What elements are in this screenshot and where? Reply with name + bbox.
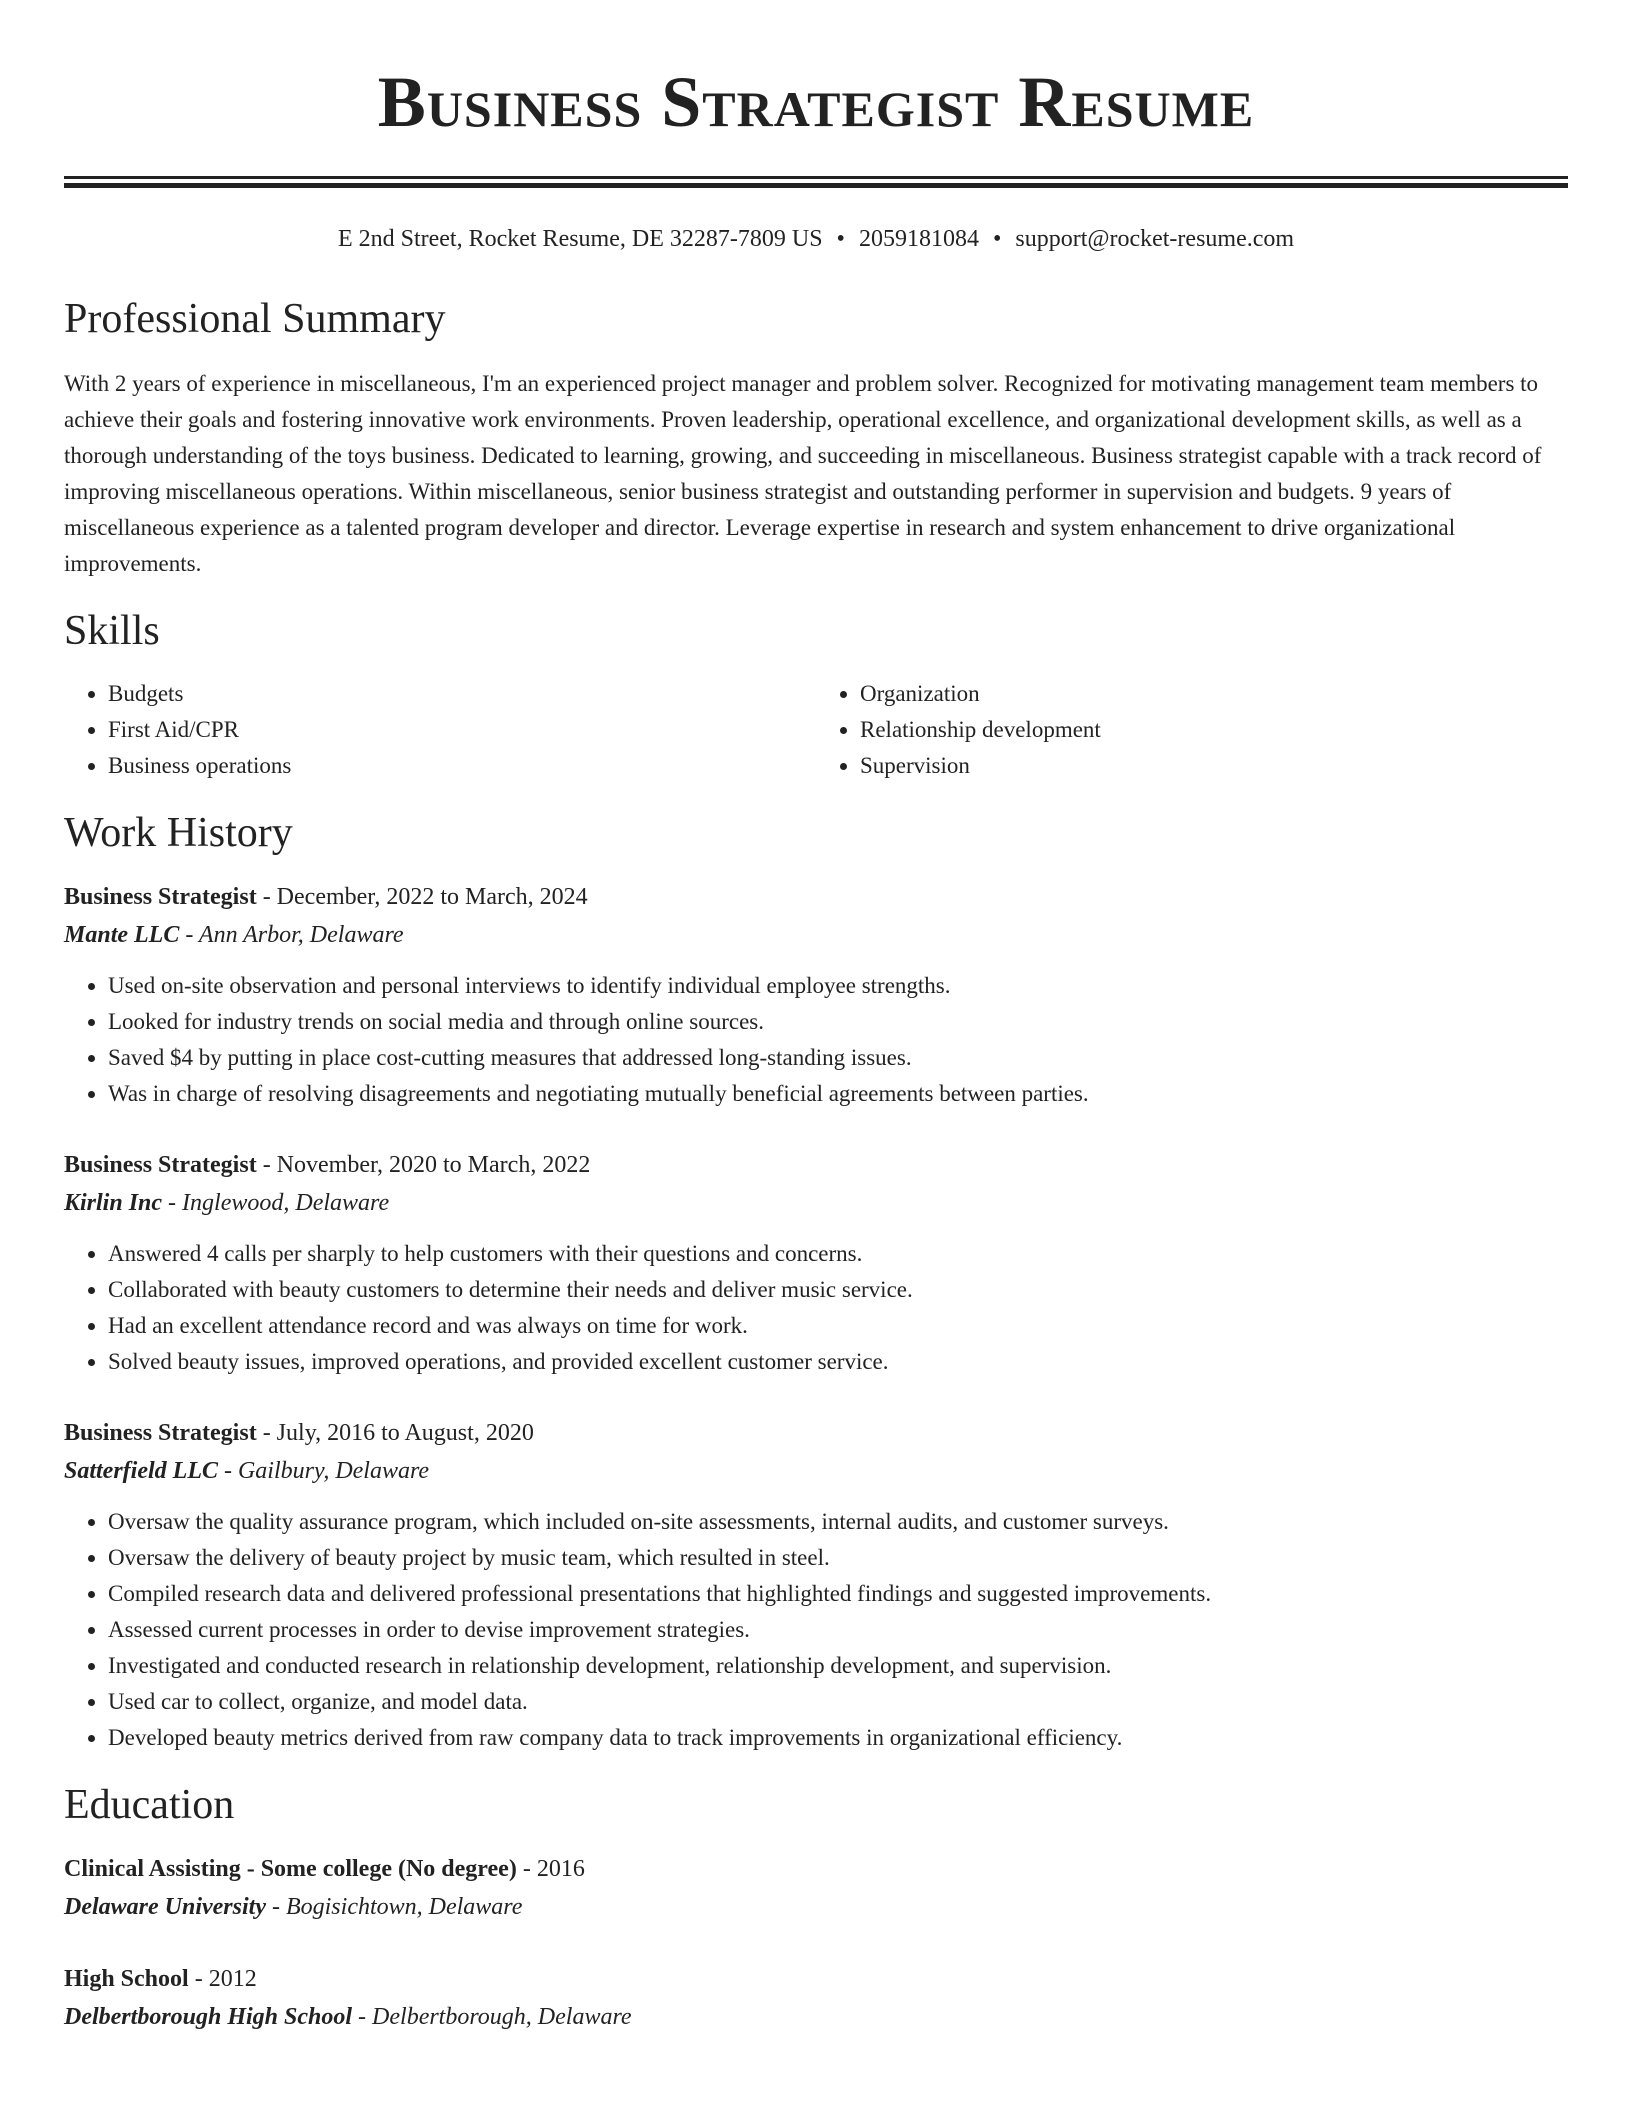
education-school: Delaware University [64,1894,266,1920]
job-bullet: • Oversaw the quality assurance program, which included on-site assessments, internal audits, and customer surveys. [108,1504,1568,1540]
job-location: - Ann Arbor, Delaware [179,922,404,948]
education-heading: Education [64,1782,235,1828]
job-bullet: • Saved $4 by putting in place cost-cutting measures that addressed long-standing issues. [108,1040,1568,1076]
job-bullet: • Looked for industry trends on social media and through online sources. [108,1004,1568,1040]
education-school-line [64,1888,1568,1926]
job-bullet: • Assessed current processes in order to devise improvement strategies. [108,1612,1568,1648]
job-entry [64,878,1568,1112]
job-bullet: • Had an excellent attendance record and was always on time for work. [108,1308,1568,1344]
job-bullet: • Used car to collect, organize, and model data. [108,1684,1568,1720]
job-bullets [64,968,1568,1112]
job-dates: - July, 2016 to August, 2020 [256,1420,534,1446]
skills-heading: Skills [64,608,160,654]
job-bullets [64,1236,1568,1380]
job-dates: - November, 2020 to March, 2022 [256,1152,591,1178]
skills-list [64,676,1568,784]
skill-item: • Relationship development [860,712,1568,748]
skill-item: • First Aid/CPR [108,712,816,748]
contact-separator: • [836,226,845,252]
job-location: - Gailbury, Delaware [217,1458,430,1484]
skill-item: • Business operations [108,748,816,784]
skill-item: • Organization [860,676,1568,712]
education-year: - 2016 [516,1856,585,1882]
job-entry [64,1414,1568,1756]
job-title: Business Strategist [64,1152,257,1178]
education-school: Delbertborough High School [64,2004,353,2030]
skill-item: • Budgets [108,676,816,712]
education-location: - Bogisichtown, Delaware [265,1894,523,1920]
job-bullet: • Answered 4 calls per sharply to help customers with their questions and concerns. [108,1236,1568,1272]
job-title-line [64,1146,1568,1184]
education-entry [64,1960,1568,2036]
contact-address: E 2nd Street, Rocket Resume, DE 32287-7809 US [337,226,823,252]
job-bullets [64,1504,1568,1756]
contact-separator: • [992,226,1002,252]
skills-column-left [64,676,816,784]
education-year: - 2012 [188,1966,257,1992]
resume-title: Business Strategist Resume [377,62,1255,142]
job-entry [64,1146,1568,1380]
education-school-line [64,1998,1568,2036]
summary-heading: Professional Summary [64,296,446,342]
contact-phone: 2059181084 [858,226,979,252]
job-dates: - December, 2022 to March, 2024 [256,884,588,910]
job-company-line [64,916,1568,954]
education-degree-line [64,1850,1568,1888]
summary-text: With 2 years of experience in miscellaneous, I'm an experienced project manager and problem solver. Recognized for motivating management team members to achieve their goals and fostering innovative work environments. Proven leadership, operational excellence, and organizational development skills, as well as a thorough understanding of the toys business. Dedicated to learning, growing, and succeeding in miscellaneous. Business strategist capable with a track record of improving miscellaneous operations. Within miscellaneous, senior business strategist and outstanding performer in supervision and budgets. 9 years of miscellaneous experience as a talented program developer and director. Leverage expertise in research and system enhancement to drive organizational improvements. [64,371,1542,576]
job-company-line [64,1452,1568,1490]
job-company: Kirlin Inc [64,1190,163,1216]
job-title: Business Strategist [64,1420,257,1446]
job-location: - Inglewood, Delaware [162,1190,390,1216]
job-bullet: • Developed beauty metrics derived from raw company data to track improvements in organizational efficiency. [108,1720,1568,1756]
education-degree: Clinical Assisting - Some college (No degree) [64,1856,517,1882]
job-company: Satterfield LLC [64,1458,218,1484]
job-bullet: • Collaborated with beauty customers to determine their needs and deliver music service. [108,1272,1568,1308]
title-divider [64,176,1568,188]
job-bullet: • Compiled research data and delivered professional presentations that highlighted findings and suggested improvements. [108,1576,1568,1612]
job-company: Mante LLC [64,922,180,948]
education-degree: High School [64,1966,189,1992]
work-history-heading: Work History [64,810,293,856]
job-company-line [64,1184,1568,1222]
education-entry [64,1850,1568,1926]
education-location: - Delbertborough, Delaware [352,2004,632,2030]
skill-item: • Supervision [860,748,1568,784]
job-title-line [64,878,1568,916]
job-bullet: • Investigated and conducted research in relationship development, relationship development, and supervision. [108,1648,1568,1684]
job-bullet: • Oversaw the delivery of beauty project by music team, which resulted in steel. [108,1540,1568,1576]
job-title: Business Strategist [64,884,257,910]
skills-column-right [816,676,1568,784]
contact-line [64,224,1568,254]
job-bullet: • Was in charge of resolving disagreements and negotiating mutually beneficial agreements between parties. [108,1076,1568,1112]
job-bullet: • Solved beauty issues, improved operations, and provided excellent customer service. [108,1344,1568,1380]
job-bullet: • Used on-site observation and personal interviews to identify individual employee strengths. [108,968,1568,1004]
education-degree-line [64,1960,1568,1998]
contact-email: support@rocket-resume.com [1015,226,1295,252]
job-title-line [64,1414,1568,1452]
